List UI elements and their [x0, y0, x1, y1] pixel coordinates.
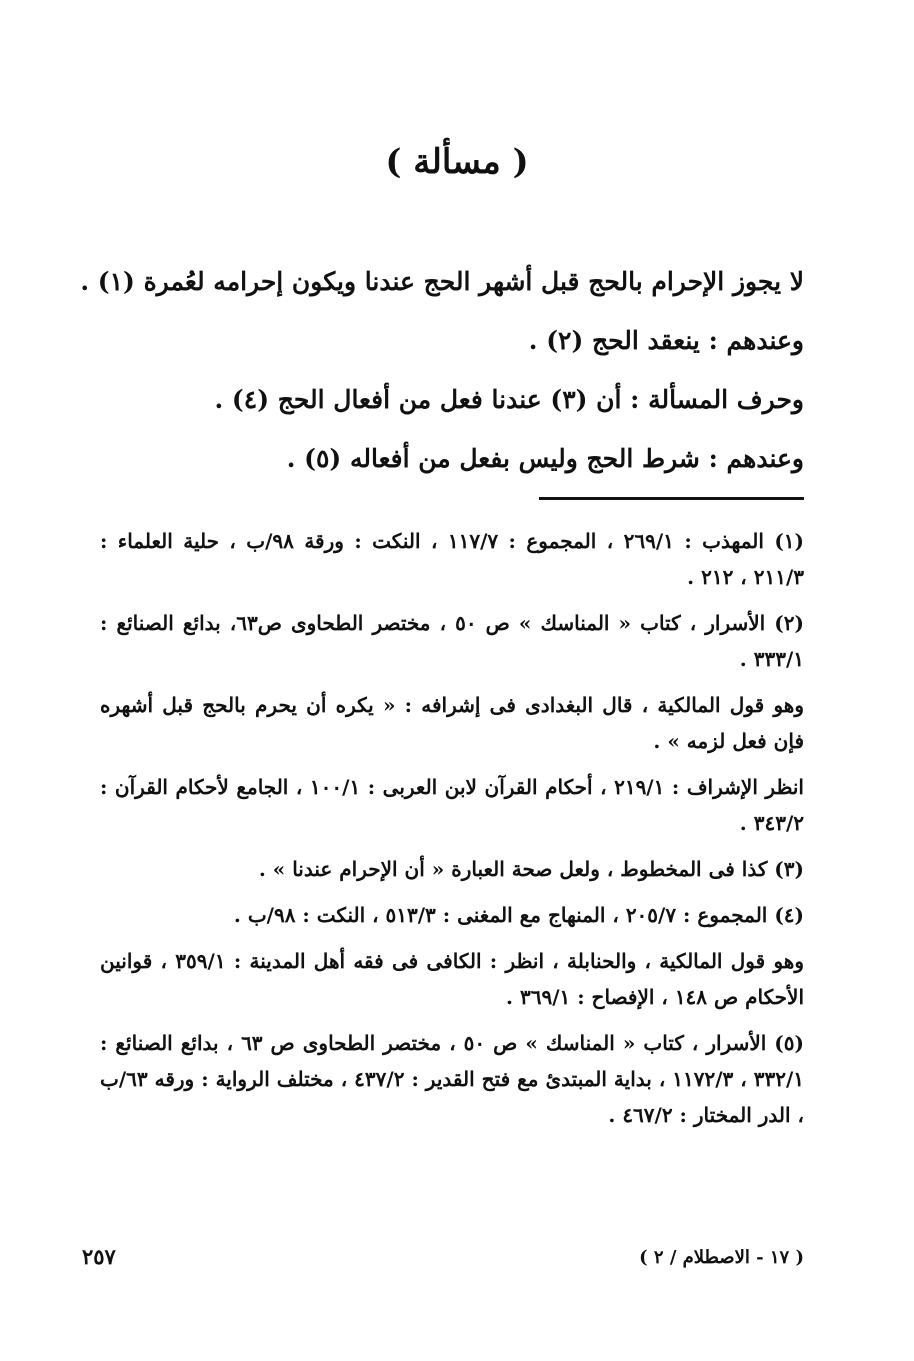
footnote-2-references: انظر الإشراف : ٢١٩/١ ، أحكام القرآن لابن العربى : ١٠٠/١ ، الجامع لأحكام القرآن : ٣٤٣/٢ . [100, 775, 804, 835]
main-text-line: وعندهم : شرط الحج وليس بفعل من أفعاله (٥) . [286, 444, 804, 473]
footnote-1: (١) المهذب : ٢٦٩/١ ، المجموع : ١١٧/٧ ، النكت : ورقة ٩٨/ب ، حلية العلماء : ٢١١/٣ ، ٢١٢ . [100, 529, 805, 589]
main-text-line: وعندهم : ينعقد الحج (٢) . [528, 326, 804, 355]
footnote-2: (٢) الأسرار ، كتاب « المناسك » ص ٥٠ ، مختصر الطحاوى ص٦٣، بدائع الصنائع : ٣٣٣/١ . [100, 611, 804, 671]
footnote-5: (٥) الأسرار ، كتاب « المناسك » ص ٥٠ ، مختصر الطحاوى ص ٦٣ ، بدائع الصنائع : ٣٣٢/١ ، ١١٧٢/٣ ، بداية المبتدئ مع فتح القدير : ٤٣٧/٢ ، مختلف الرواية : ورقه ٦٣/ب ، الدر المختار : ٤٦٧/٢ . [100, 1031, 804, 1127]
footnote-4-continuation: وهو قول المالكية ، والحنابلة ، انظر : الكافى فى فقه أهل المدينة : ٣٥٩/١ ، قوانين الأحكام ص ١٤٨ ، الإفصاح : ٣٦٩/١ . [100, 949, 805, 1009]
main-text-block [80, 252, 804, 488]
main-text-line: لا يجوز الإحرام بالحج قبل أشهر الحج عندنا ويكون إحرامه لعُمرة (١) . [80, 267, 804, 296]
main-text-line: وحرف المسألة : أن (٣) عندنا فعل من أفعال الحج (٤) . [214, 385, 804, 414]
footnote-4: (٤) المجموع : ٢٠٥/٧ ، المنهاج مع المغنى : ٥١٣/٣ ، النكت : ٩٨/ب . [233, 903, 804, 927]
footnote-separator [539, 497, 804, 500]
footnotes-block [100, 523, 804, 1143]
running-head: ( ١٧ - الاصطلام / ٢ ) [639, 1247, 804, 1268]
footnote-2-continuation: وهو قول المالكية ، قال البغدادى فى إشرافه : « يكره أن يحرم بالحج قبل أشهره فإن فعل لزمه » . [100, 693, 804, 753]
page-number: ٢٥٧ [82, 1244, 116, 1269]
section-title: ( مسألة ) [385, 142, 529, 182]
footnote-3: (٣) كذا فى المخطوط ، ولعل صحة العبارة « أن الإحرام عندنا » . [258, 857, 804, 881]
